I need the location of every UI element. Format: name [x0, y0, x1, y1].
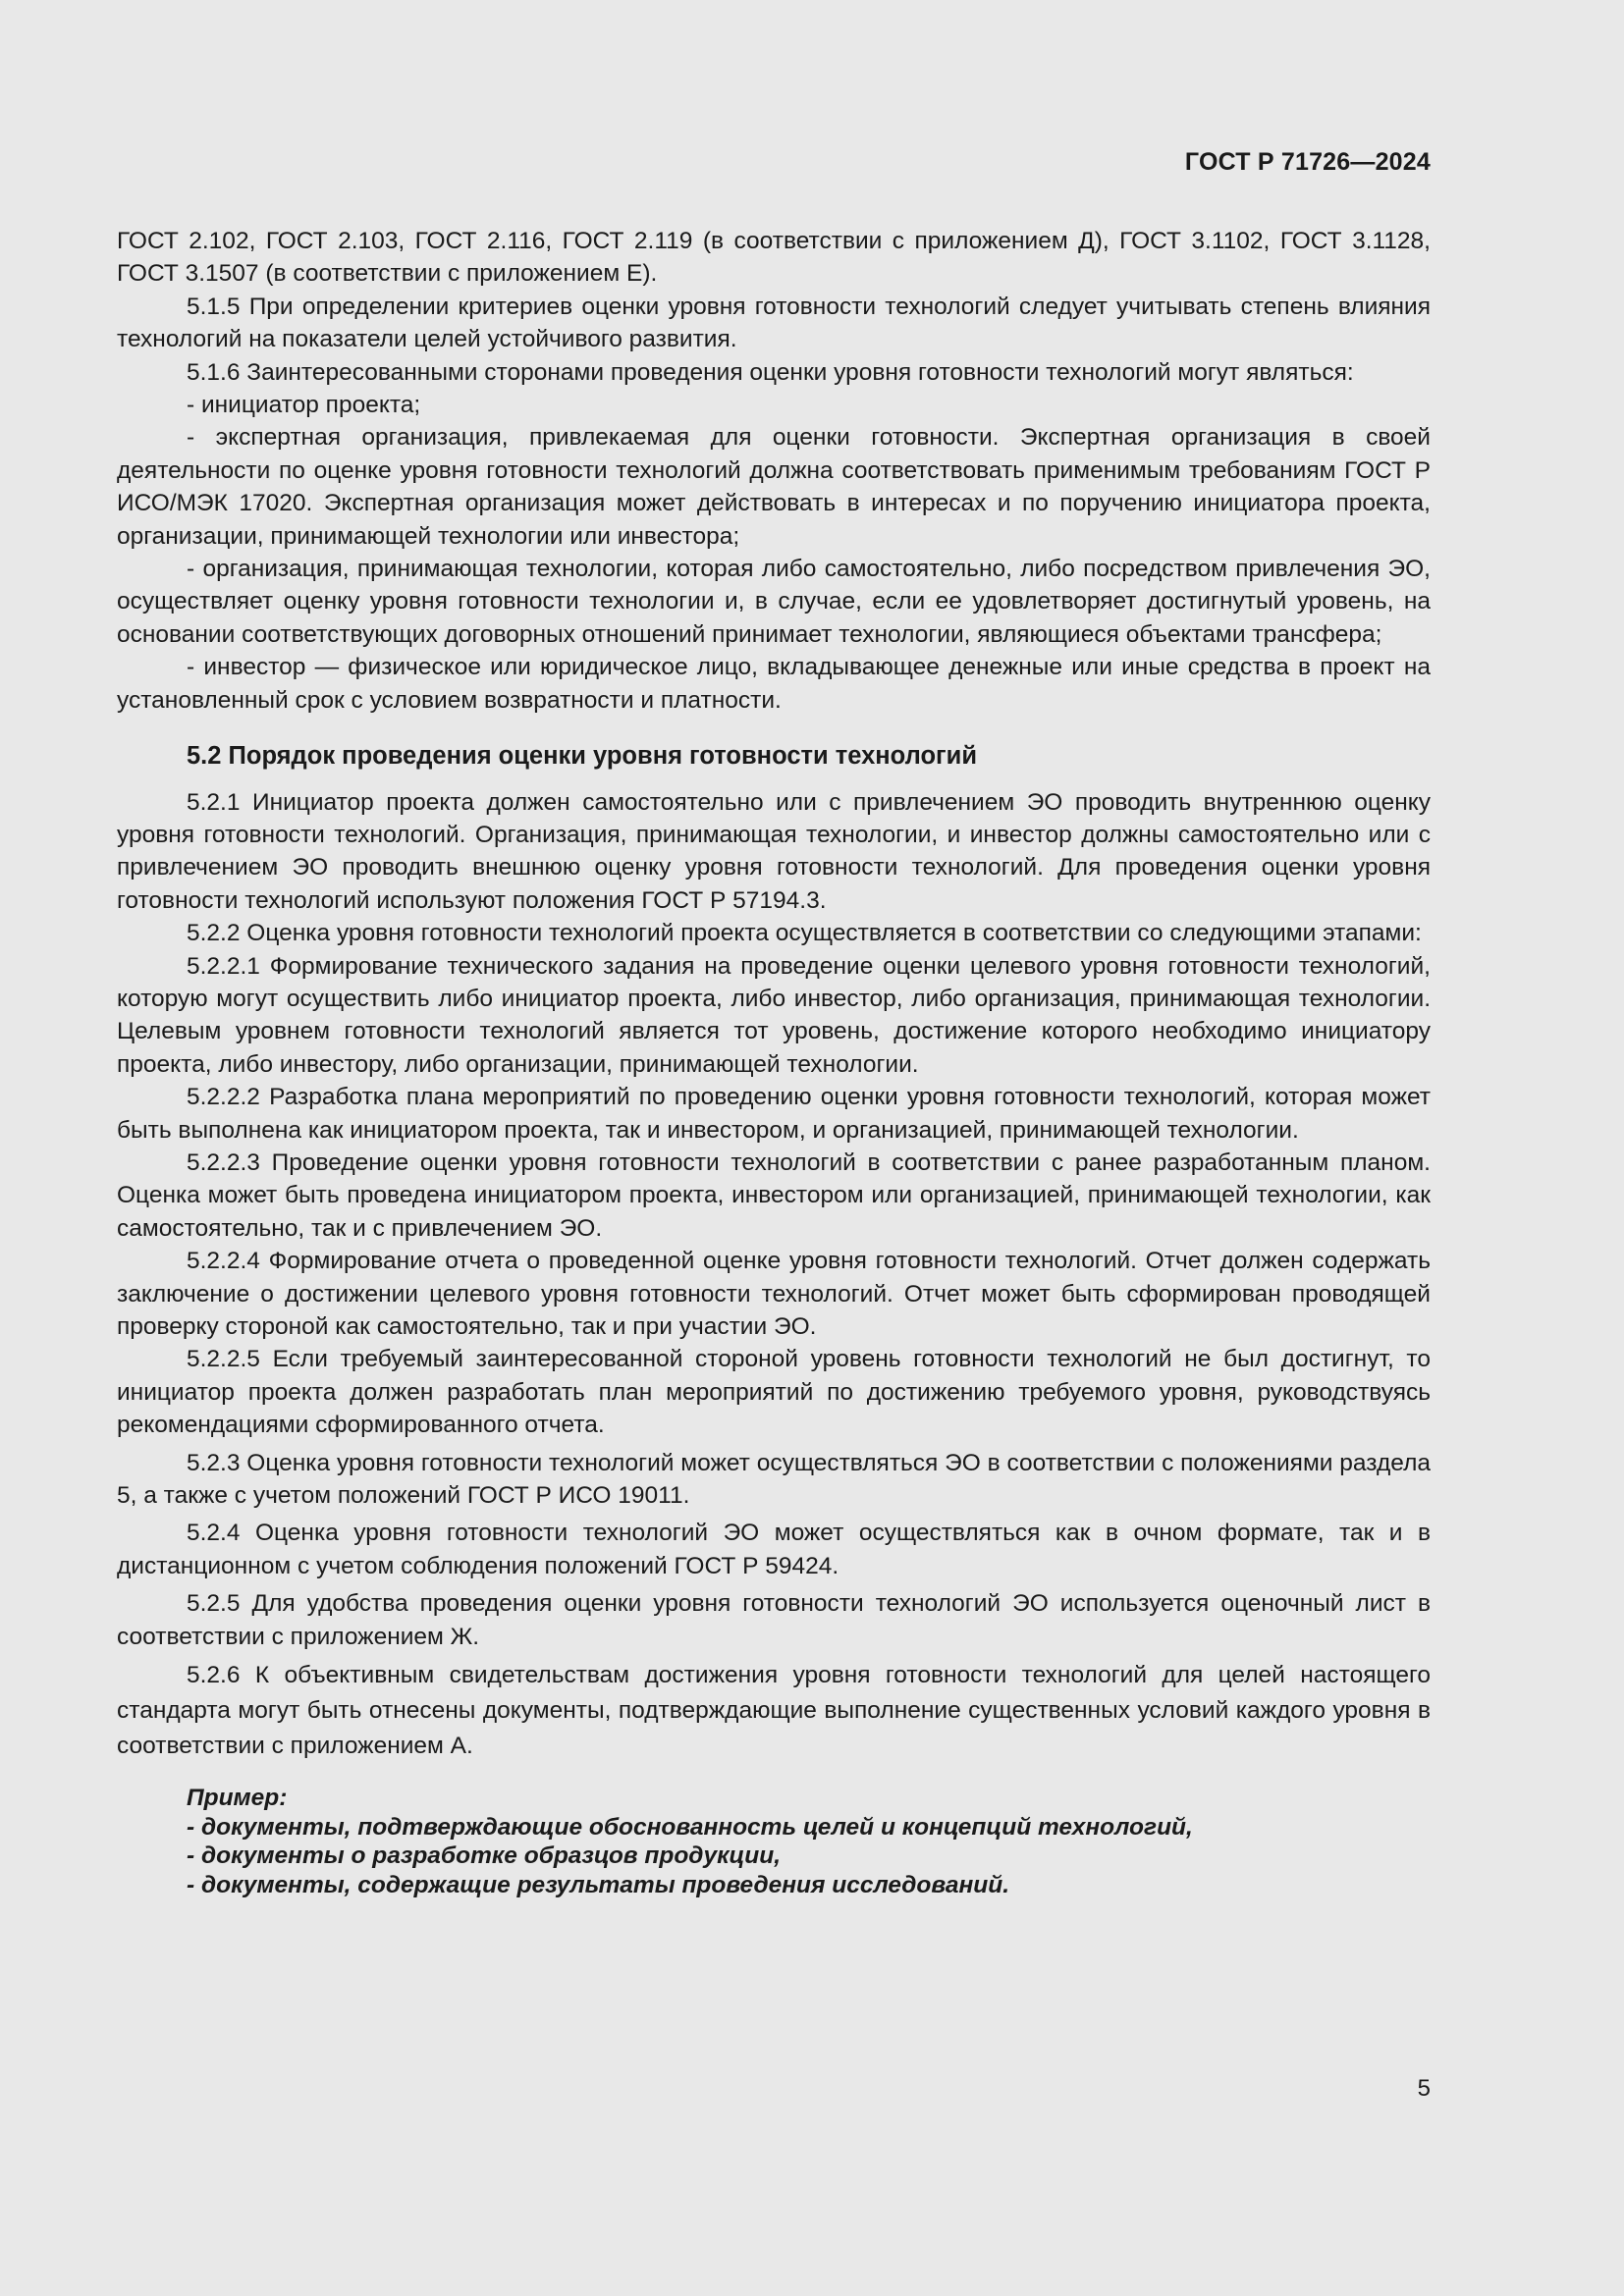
document-body — [117, 225, 1431, 1899]
paragraph: ГОСТ 2.102, ГОСТ 2.103, ГОСТ 2.116, ГОСТ 2.119 (в соответствии с приложением Д), ГОСТ 3.1102, ГОСТ 3.1128, ГОСТ 3.1507 (в соответствии с приложением Е). — [117, 228, 1431, 288]
example-item: - документы о разработке образцов продукции, — [187, 1842, 782, 1870]
example-title: Пример: — [187, 1785, 288, 1812]
paragraph: 5.2.6 К объективным свидетельствам достижения уровня готовности технологий для целей настоящего стандарта могут быть отнесены документы, подтверждающие выполнение существенных условий каждого уровня в соответствии с приложением А. — [117, 1662, 1431, 1760]
paragraph: 5.2.5 Для удобства проведения оценки уровня готовности технологий ЭО используется оценочный лист в соответствии с приложением Ж. — [117, 1590, 1431, 1650]
list-item: - организация, принимающая технологии, которая либо самостоятельно, либо посредством привлечения ЭО, осуществляет оценку уровня готовности технологии и, в случае, если ее удовлетворяет достигнутый уровень, на основании соответствующих договорных отношений принимает технологии, являющиеся объектами трансфера; — [117, 556, 1431, 648]
paragraph: 5.2.2.5 Если требуемый заинтересованной стороной уровень готовности технологий не был достигнут, то инициатор проекта должен разработать план мероприятий по достижению требуемого уровня, руководствуясь рекомендациями сформированного отчета. — [117, 1346, 1431, 1439]
paragraph: 5.2.2.4 Формирование отчета о проведенной оценке уровня готовности технологий. Отчет должен содержать заключение о достижении целевого уровня готовности технологий. Отчет может быть сформирован проводящей проверку стороной как самостоятельно, так и при участии ЭО. — [117, 1248, 1431, 1340]
document-header: ГОСТ Р 71726—2024 — [1184, 148, 1431, 176]
paragraph: 5.2.3 Оценка уровня готовности технологий может осуществляться ЭО в соответствии с положениями раздела 5, а также с учетом положений ГОСТ Р ИСО 19011. — [117, 1449, 1431, 1510]
page-number: 5 — [1417, 2075, 1431, 2102]
paragraph: 5.2.4 Оценка уровня готовности технологий ЭО может осуществляться как в очном формате, так и в дистанционном с учетом соблюдения положений ГОСТ Р 59424. — [117, 1520, 1431, 1579]
paragraph: 5.2.2.3 Проведение оценки уровня готовности технологий в соответствии с ранее разработанным планом. Оценка может быть проведена инициатором проекта, инвестором или организацией, принимающей технологии, как самостоятельно, так и с привлечением ЭО. — [117, 1148, 1431, 1242]
example-item: - документы, содержащие результаты проведения исследований. — [187, 1871, 1010, 1898]
example-block — [117, 1784, 1431, 1899]
paragraph: 5.1.5 При определении критериев оценки уровня готовности технологий следует учитывать степень влияния технологий на показатели целей устойчивого развития. — [117, 293, 1431, 353]
list-item: - экспертная организация, привлекаемая для оценки готовности. Экспертная организация в своей деятельности по оценке уровня готовности технологий должна соответствовать применимым требованиям ГОСТ Р ИСО/МЭК 17020. Экспертная организация может действовать в интересах и по поручению инициатора проекта, организации, принимающей технологии или инвестора; — [117, 424, 1431, 550]
list-item: - инициатор проекта; — [187, 392, 421, 419]
paragraph: 5.1.6 Заинтересованными сторонами проведения оценки уровня готовности технологий могут являться: — [187, 358, 1354, 386]
paragraph: 5.2.1 Инициатор проекта должен самостоятельно или с привлечением ЭО проводить внутреннюю оценку уровня готовности технологий. Организация, принимающая технологии, и инвестор должны самостоятельно или с привлечением ЭО проводить внешнюю оценку уровня готовности технологий. Для проведения оценки уровня готовности технологий используют положения ГОСТ Р 57194.3. — [117, 788, 1431, 914]
list-item: - инвестор — физическое или юридическое лицо, вкладывающее денежные или иные средства в проект на установленный срок с условием возвратности и платности. — [117, 654, 1431, 714]
paragraph: 5.2.2.2 Разработка плана мероприятий по проведению оценки уровня готовности технологий, которая может быть выполнена как инициатором проекта, так и инвестором, и организацией, принимающей технологии. — [117, 1084, 1431, 1144]
paragraph: 5.2.2 Оценка уровня готовности технологий проекта осуществляется в соответствии со следующими этапами: — [187, 920, 1422, 947]
paragraph: 5.2.2.1 Формирование технического задания на проведение оценки целевого уровня готовности технологий, которую могут осуществить либо инициатор проекта, либо инвестор, либо организация, принимающая технологии. Целевым уровнем готовности технологий является тот уровень, достижение которого необходимо инициатору проекта, либо инвестору, либо организации, принимающей технологии. — [117, 952, 1431, 1078]
example-item: - документы, подтверждающие обоснованность целей и концепций технологий, — [187, 1813, 1193, 1841]
section-heading: 5.2 Порядок проведения оценки уровня готовности технологий — [187, 742, 978, 771]
